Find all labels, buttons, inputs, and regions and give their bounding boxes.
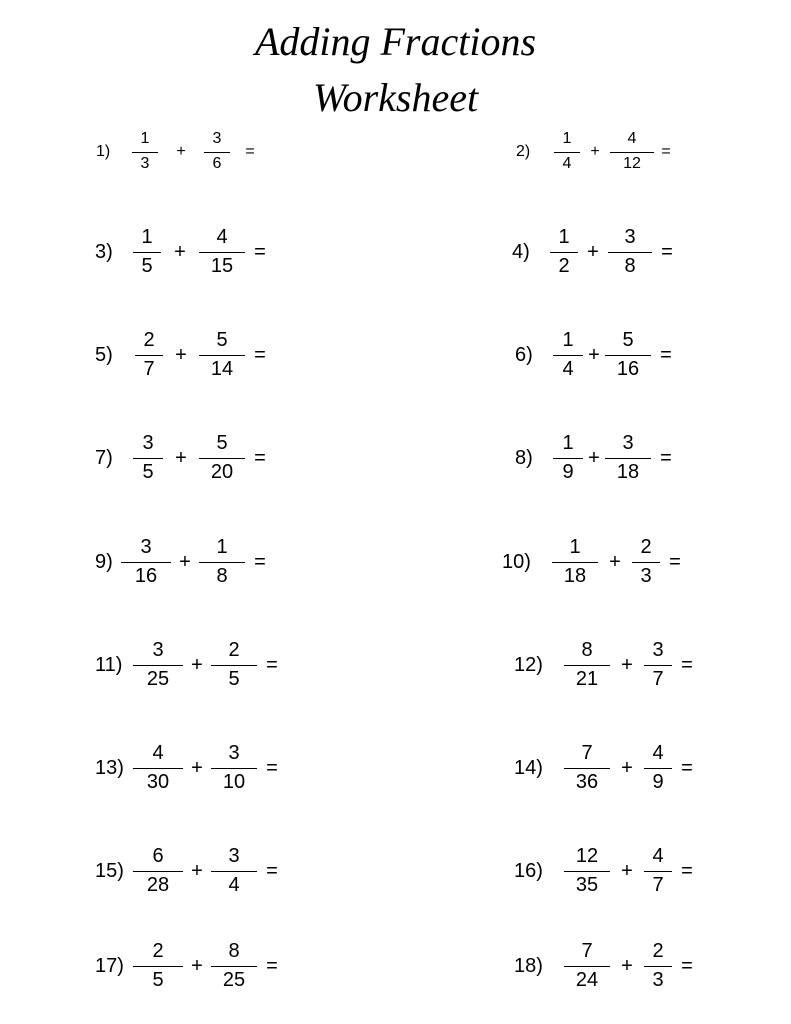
- fraction-bar: [644, 966, 672, 968]
- fraction-bar: [211, 768, 257, 770]
- equals-sign: =: [660, 343, 672, 366]
- problem-number: 4): [512, 240, 530, 263]
- denominator: 18: [563, 565, 587, 588]
- numerator: 3: [212, 130, 222, 148]
- problem-4: [512, 222, 682, 282]
- denominator: 4: [228, 874, 240, 897]
- denominator: 9: [562, 461, 574, 484]
- fraction-a: [133, 226, 161, 279]
- fraction-bar: [564, 768, 610, 770]
- equals-sign: =: [681, 653, 693, 676]
- fraction-bar: [121, 562, 171, 564]
- numerator: 3: [652, 638, 664, 661]
- fraction-bar: [564, 665, 610, 667]
- denominator: 3: [640, 565, 652, 588]
- denominator: 4: [562, 358, 574, 381]
- numerator: 1: [216, 535, 228, 558]
- equals-sign: =: [681, 954, 693, 977]
- problem-18: [514, 936, 702, 996]
- fraction-bar: [199, 355, 245, 357]
- denominator: 4: [562, 155, 572, 173]
- plus-sign: +: [609, 550, 621, 573]
- fraction-a: [133, 845, 183, 898]
- denominator: 24: [575, 969, 599, 992]
- fraction-b: [644, 845, 672, 898]
- fraction-b: [211, 639, 257, 692]
- problem-number: 1): [96, 143, 111, 160]
- fraction-bar: [133, 458, 163, 460]
- fraction-b: [199, 536, 245, 589]
- denominator: 12: [623, 155, 641, 173]
- plus-sign: +: [587, 240, 599, 263]
- problem-3: [95, 222, 275, 282]
- problem-5: [95, 325, 275, 385]
- denominator: 10: [222, 771, 246, 794]
- denominator: 28: [146, 874, 170, 897]
- fraction-bar: [135, 355, 163, 357]
- fraction-a: [135, 329, 163, 382]
- plus-sign: +: [175, 343, 187, 366]
- denominator: 16: [616, 358, 640, 381]
- plus-sign: +: [621, 653, 633, 676]
- fraction-bar: [644, 871, 672, 873]
- problem-1: [96, 122, 270, 182]
- problem-number: 13): [95, 756, 124, 779]
- denominator: 25: [146, 668, 170, 691]
- denominator: 3: [652, 969, 664, 992]
- problem-number: 14): [514, 756, 543, 779]
- numerator: 2: [652, 939, 664, 962]
- fraction-a: [133, 742, 183, 795]
- fraction-a: [564, 639, 610, 692]
- worksheet-subtitle: Worksheet: [312, 75, 479, 120]
- numerator: 7: [581, 741, 593, 764]
- denominator: 20: [210, 461, 234, 484]
- numerator: 5: [216, 431, 228, 454]
- numerator: 8: [228, 939, 240, 962]
- equals-sign: =: [681, 756, 693, 779]
- denominator: 5: [228, 668, 240, 691]
- problem-16: [514, 841, 702, 901]
- plus-sign: +: [621, 859, 633, 882]
- numerator: 1: [562, 130, 572, 148]
- equals-sign: =: [254, 550, 266, 573]
- equals-sign: =: [245, 143, 255, 160]
- numerator: 3: [228, 741, 240, 764]
- plus-sign: +: [590, 143, 600, 160]
- numerator: 3: [228, 844, 240, 867]
- equals-sign: =: [254, 446, 266, 469]
- fraction-bar: [199, 458, 245, 460]
- fraction-bar: [605, 355, 651, 357]
- fraction-a: [564, 940, 610, 993]
- plus-sign: +: [191, 859, 203, 882]
- numerator: 1: [562, 328, 574, 351]
- denominator: 21: [575, 668, 599, 691]
- equals-sign: =: [266, 859, 278, 882]
- problem-8: [515, 428, 681, 488]
- equals-sign: =: [661, 240, 673, 263]
- numerator: 4: [216, 225, 228, 248]
- numerator: 3: [152, 638, 164, 661]
- problem-9: [95, 532, 275, 592]
- fraction-b: [632, 536, 660, 589]
- numerator: 3: [140, 535, 152, 558]
- fraction-bar: [552, 562, 598, 564]
- equals-sign: =: [660, 446, 672, 469]
- numerator: 5: [216, 328, 228, 351]
- fraction-b: [211, 742, 257, 795]
- problem-number: 16): [514, 859, 543, 882]
- numerator: 1: [569, 535, 581, 558]
- fraction-a: [554, 130, 580, 173]
- plus-sign: +: [191, 954, 203, 977]
- plus-sign: +: [621, 954, 633, 977]
- fraction-a: [553, 432, 583, 485]
- fraction-a: [133, 940, 183, 993]
- denominator: 7: [652, 668, 664, 691]
- problem-number: 6): [515, 343, 533, 366]
- fraction-bar: [605, 458, 651, 460]
- fraction-b: [605, 329, 651, 382]
- equals-sign: =: [681, 859, 693, 882]
- denominator: 7: [143, 358, 155, 381]
- plus-sign: +: [179, 550, 191, 573]
- denominator: 30: [146, 771, 170, 794]
- numerator: 4: [652, 741, 664, 764]
- equals-sign: =: [661, 143, 671, 160]
- plus-sign: +: [191, 653, 203, 676]
- problem-number: 18): [514, 954, 543, 977]
- fraction-b: [199, 329, 245, 382]
- denominator: 36: [575, 771, 599, 794]
- equals-sign: =: [266, 756, 278, 779]
- equals-sign: =: [266, 954, 278, 977]
- problem-10: [502, 532, 690, 592]
- numerator: 3: [622, 431, 634, 454]
- fraction-b: [644, 742, 672, 795]
- numerator: 2: [640, 535, 652, 558]
- fraction-bar: [133, 665, 183, 667]
- fraction-bar: [553, 355, 583, 357]
- fraction-a: [550, 226, 578, 279]
- denominator: 16: [134, 565, 158, 588]
- numerator: 7: [581, 939, 593, 962]
- fraction-bar: [554, 152, 580, 154]
- equals-sign: =: [669, 550, 681, 573]
- problem-number: 3): [95, 240, 113, 263]
- plus-sign: +: [174, 240, 186, 263]
- plus-sign: +: [191, 756, 203, 779]
- numerator: 1: [562, 431, 574, 454]
- denominator: 5: [142, 461, 154, 484]
- fraction-bar: [211, 871, 257, 873]
- numerator: 2: [143, 328, 155, 351]
- fraction-bar: [132, 152, 158, 154]
- fraction-bar: [133, 966, 183, 968]
- equals-sign: =: [254, 240, 266, 263]
- numerator: 2: [152, 939, 164, 962]
- fraction-bar: [608, 252, 652, 254]
- worksheet-title: Adding Fractions: [254, 19, 537, 64]
- problem-number: 8): [515, 446, 533, 469]
- numerator: 8: [581, 638, 593, 661]
- numerator: 4: [152, 741, 164, 764]
- fraction-b: [211, 940, 257, 993]
- numerator: 2: [228, 638, 240, 661]
- numerator: 12: [575, 844, 599, 867]
- numerator: 1: [558, 225, 570, 248]
- plus-sign: +: [175, 446, 187, 469]
- fraction-b: [211, 845, 257, 898]
- problem-7: [95, 428, 275, 488]
- equals-sign: =: [266, 653, 278, 676]
- fraction-bar: [644, 768, 672, 770]
- numerator: 1: [141, 225, 153, 248]
- denominator: 9: [652, 771, 664, 794]
- fraction-a: [133, 432, 163, 485]
- fraction-b: [644, 940, 672, 993]
- numerator: 4: [652, 844, 664, 867]
- fraction-bar: [133, 768, 183, 770]
- equals-sign: =: [254, 343, 266, 366]
- problem-number: 10): [502, 550, 531, 573]
- fraction-a: [553, 329, 583, 382]
- plus-sign: +: [588, 446, 600, 469]
- denominator: 2: [558, 255, 570, 278]
- fraction-bar: [211, 966, 257, 968]
- problem-2: [516, 122, 678, 182]
- fraction-bar: [550, 252, 578, 254]
- fraction-bar: [199, 562, 245, 564]
- fraction-b: [610, 130, 654, 173]
- fraction-b: [199, 432, 245, 485]
- denominator: 8: [624, 255, 636, 278]
- problem-number: 15): [95, 859, 124, 882]
- numerator: 1: [140, 130, 150, 148]
- fraction-a: [133, 639, 183, 692]
- denominator: 5: [141, 255, 153, 278]
- denominator: 25: [222, 969, 246, 992]
- problem-number: 2): [516, 143, 531, 160]
- problem-number: 11): [95, 653, 123, 676]
- plus-sign: +: [176, 143, 186, 160]
- fraction-b: [644, 639, 672, 692]
- fraction-b: [605, 432, 651, 485]
- fraction-a: [564, 845, 610, 898]
- plus-sign: +: [621, 756, 633, 779]
- problem-number: 7): [95, 446, 113, 469]
- problem-11: [95, 635, 287, 695]
- problem-13: [95, 738, 287, 798]
- fraction-a: [552, 536, 598, 589]
- problem-number: 9): [95, 550, 113, 573]
- problem-number: 12): [514, 653, 543, 676]
- numerator: 3: [142, 431, 154, 454]
- fraction-b: [199, 226, 245, 279]
- problem-17: [95, 936, 287, 996]
- problem-number: 5): [95, 343, 113, 366]
- fraction-bar: [610, 152, 654, 154]
- denominator: 6: [212, 155, 222, 173]
- problem-15: [95, 841, 287, 901]
- denominator: 5: [152, 969, 164, 992]
- numerator: 5: [622, 328, 634, 351]
- denominator: 3: [140, 155, 150, 173]
- fraction-bar: [644, 665, 672, 667]
- fraction-bar: [204, 152, 230, 154]
- fraction-bar: [199, 252, 245, 254]
- problem-12: [514, 635, 702, 695]
- fraction-bar: [133, 871, 183, 873]
- problem-6: [515, 325, 681, 385]
- numerator: 4: [627, 130, 637, 148]
- plus-sign: +: [588, 343, 600, 366]
- fraction-b: [204, 130, 230, 173]
- denominator: 7: [652, 874, 664, 897]
- denominator: 18: [616, 461, 640, 484]
- fraction-bar: [133, 252, 161, 254]
- problem-14: [514, 738, 702, 798]
- fraction-a: [132, 130, 158, 173]
- denominator: 35: [575, 874, 599, 897]
- fraction-bar: [211, 665, 257, 667]
- numerator: 3: [624, 225, 636, 248]
- fraction-bar: [553, 458, 583, 460]
- denominator: 14: [210, 358, 234, 381]
- fraction-a: [564, 742, 610, 795]
- fraction-bar: [564, 871, 610, 873]
- problem-number: 17): [95, 954, 124, 977]
- numerator: 6: [152, 844, 164, 867]
- fraction-bar: [564, 966, 610, 968]
- denominator: 15: [210, 255, 234, 278]
- fraction-b: [608, 226, 652, 279]
- fraction-a: [121, 536, 171, 589]
- fraction-bar: [632, 562, 660, 564]
- denominator: 8: [216, 565, 228, 588]
